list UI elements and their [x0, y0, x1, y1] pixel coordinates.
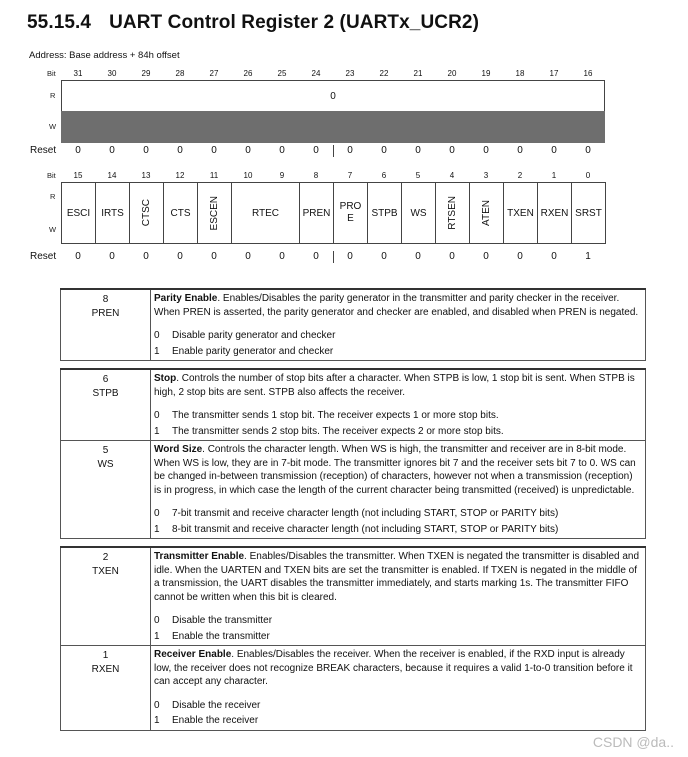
field-description: . Enables/Disables the receiver. When the receiver is enabled, if the RXD input is already low, the receiver does not recognize BREAK characters, because it requires a valid 1-to-0 transition before it can accept any character. [154, 649, 633, 687]
hi-bit-number: 21 [413, 69, 423, 78]
hi-reset-value: 0 [449, 145, 455, 156]
hi-write-row-reserved [61, 111, 605, 143]
description-cell [151, 547, 646, 646]
description-cell [151, 369, 646, 441]
field-label: SRST [575, 207, 602, 219]
lo-bit-number: 4 [449, 171, 455, 180]
reset-divider [333, 145, 334, 157]
table-gap [61, 361, 646, 370]
hi-read-row [61, 80, 605, 112]
field-pren [299, 182, 334, 244]
lo-reset-value: 0 [517, 251, 523, 262]
field-description: . Controls the number of stop bits after a character. When STPB is low, 1 stop bit is sent. When STPB is high, 2 stop bits are sent. STPB also affects the receiver. [154, 373, 635, 398]
lo-reset-value: 0 [483, 251, 489, 262]
field-cell [61, 646, 151, 731]
spacer [154, 689, 642, 697]
option-key: 0 [154, 699, 160, 711]
page-title [27, 12, 479, 34]
field-cell [61, 441, 151, 539]
field-label: CTSC [141, 199, 152, 227]
hi-reset-label: Reset [30, 145, 57, 156]
field-name: WS [97, 458, 114, 470]
hi-read-value: 0 [330, 90, 336, 102]
hi-bit-number: 23 [345, 69, 355, 78]
table-row [61, 289, 646, 361]
field-irts [95, 182, 130, 244]
lo-read-label: R [50, 192, 56, 201]
field-bit: 8 [102, 294, 109, 305]
option-row [154, 345, 642, 359]
hi-bit-number: 19 [481, 69, 491, 78]
lo-bit-number: 9 [279, 171, 285, 180]
field-bit: 2 [102, 552, 109, 563]
option-key: 1 [154, 715, 160, 726]
lo-bit-number: 1 [551, 171, 557, 180]
lo-bit-number: 5 [415, 171, 421, 180]
hi-bit-number: 22 [379, 69, 389, 78]
field-label: WS [410, 207, 427, 219]
field-ctsc [129, 182, 164, 244]
option-row [154, 614, 642, 628]
hi-reset-value: 0 [551, 145, 557, 156]
hi-bit-number: 17 [549, 69, 559, 78]
field-srst [571, 182, 606, 244]
hi-bit-number: 20 [447, 69, 457, 78]
option-value: Disable parity generator and checker [172, 330, 336, 341]
field-label: PRO E [339, 201, 362, 224]
lo-reset-value: 0 [109, 251, 115, 262]
field-cell [61, 547, 151, 646]
option-value: Disable the receiver [172, 699, 261, 711]
option-key: 1 [154, 523, 160, 535]
hi-bit-number: 26 [243, 69, 253, 78]
hi-reset-value: 0 [143, 145, 149, 156]
lo-reset-value: 0 [381, 251, 387, 262]
lo-reset-value: 0 [143, 251, 149, 262]
field-label: ESCEN [209, 195, 220, 231]
option-value: The transmitter sends 1 stop bit. The receiver expects 1 or more stop bits. [172, 410, 499, 421]
field-txen [503, 182, 538, 244]
field-cell [61, 369, 151, 441]
address-line: Address: Base address + 84h offset [29, 50, 180, 61]
lo-reset-value: 0 [313, 251, 319, 262]
field-rtsen [435, 182, 470, 244]
hi-read-label: R [50, 91, 56, 100]
table-row [61, 547, 646, 646]
gap-cell [61, 539, 646, 548]
field-name: TXEN [92, 565, 119, 577]
lo-bit-number: 7 [347, 171, 353, 180]
lo-reset-value: 1 [585, 251, 591, 262]
field-stpb [367, 182, 402, 244]
table-row [61, 369, 646, 441]
hi-bit-number: 28 [175, 69, 185, 78]
lo-reset-value: 0 [279, 251, 285, 262]
lo-write-label: W [49, 225, 57, 234]
table-row [61, 646, 646, 731]
spacer [154, 497, 642, 505]
option-value: Enable the receiver [172, 715, 259, 726]
lo-reset-value: 0 [551, 251, 557, 262]
hi-bit-number: 16 [583, 69, 593, 78]
option-row [154, 523, 642, 537]
field-name: PREN [91, 307, 120, 319]
table-gap [61, 539, 646, 548]
gap-cell [61, 361, 646, 370]
field-name: STPB [92, 387, 119, 399]
hi-reset-value: 0 [177, 145, 183, 156]
hi-reset-value: 0 [483, 145, 489, 156]
hi-reset-value: 0 [109, 145, 115, 156]
option-key: 0 [154, 508, 160, 519]
spacer [154, 399, 642, 407]
field-bit: 1 [102, 650, 109, 661]
hi-reset-value: 0 [347, 145, 353, 156]
field-name: RXEN [91, 663, 120, 675]
option-key: 0 [154, 615, 160, 626]
description-text [154, 372, 642, 399]
hi-reset-value: 0 [517, 145, 523, 156]
hi-bit-number: 27 [209, 69, 219, 78]
field-proe [333, 182, 368, 244]
description-cell [151, 289, 646, 361]
option-key: 0 [154, 330, 160, 341]
register-title: UART Control Register 2 (UARTx_UCR2) [109, 12, 480, 33]
field-label: TXEN [507, 207, 534, 219]
description-cell [151, 441, 646, 539]
lo-bit-label: Bit [47, 171, 56, 180]
field-label: IRTS [101, 207, 124, 219]
field-label: RXEN [540, 207, 569, 219]
lo-bit-number: 6 [381, 171, 387, 180]
field-rxen [537, 182, 572, 244]
table-row [61, 441, 646, 539]
lo-bit-number: 8 [313, 171, 319, 180]
field-label: PREN [302, 207, 331, 219]
option-row [154, 507, 642, 521]
lo-bit-number: 13 [141, 171, 151, 180]
field-heading: Parity Enable [154, 293, 218, 304]
lo-bit-number: 2 [517, 171, 523, 180]
lo-reset-value: 0 [245, 251, 251, 262]
option-row [154, 699, 642, 713]
option-value: 8-bit transmit and receive character length (not including START, STOP or PARITY bits) [172, 523, 559, 535]
field-description: . Controls the character length. When WS is high, the transmitter and receiver are in 8-bit mode. When WS is low, they are in 7-bit mode. The transmitter ignores bit 7 and the receiver sets bit 7 to 0. WS can be changed in-between transmission (reception) of characters, however not when a transmission (reception) is in progress, in which case the length of the current character being transmitted (received) is unpredictable. [154, 444, 636, 496]
field-esci [61, 182, 96, 244]
option-key: 0 [154, 410, 160, 421]
reset-divider [333, 251, 334, 263]
lo-reset-value: 0 [177, 251, 183, 262]
lo-bit-number: 11 [209, 171, 219, 180]
hi-bit-label: Bit [47, 69, 56, 78]
field-aten [469, 182, 504, 244]
section-number: 55.15.4 [27, 12, 92, 33]
hi-reset-value: 0 [245, 145, 251, 156]
option-row [154, 425, 642, 439]
field-description: . Enables/Disables the transmitter. When TXEN is negated the transmitter is disabled and idle. When the UARTEN and TXEN bits are set the transmitter is enabled. If TXEN is negated in the middle of a transmission, the UART disables the transmitter immediately, and starts marking 1s. The transmitter FIFO cannot be written when this bit is cleared. [154, 551, 640, 603]
option-row [154, 409, 642, 423]
field-cell [61, 289, 151, 361]
watermark: CSDN @da.. [592, 734, 674, 750]
lo-reset-value: 0 [347, 251, 353, 262]
hi-bit-number: 18 [515, 69, 525, 78]
lo-reset-value: 0 [75, 251, 81, 262]
field-label: ATEN [481, 200, 492, 226]
hi-write-label: W [49, 122, 57, 131]
description-text [154, 443, 642, 497]
field-label: CTS [170, 207, 191, 219]
field-bit: 6 [102, 374, 109, 385]
hi-bit-number: 31 [73, 69, 83, 78]
field-label: ESCI [66, 207, 91, 219]
field-cts [163, 182, 198, 244]
lo-reset-label: Reset [30, 251, 57, 262]
hi-reset-value: 0 [279, 145, 285, 156]
option-value: Disable the transmitter [172, 615, 273, 626]
option-key: 1 [154, 630, 160, 642]
lo-bit-number: 10 [243, 171, 253, 180]
description-text [154, 648, 642, 689]
option-value: 7-bit transmit and receive character length (not including START, STOP or PARITY bits) [172, 508, 559, 519]
hi-reset-value: 0 [585, 145, 591, 156]
option-row [154, 329, 642, 343]
lo-reset-value: 0 [415, 251, 421, 262]
spacer [154, 319, 642, 327]
field-label: RTSEN [447, 196, 458, 230]
field-description: . Enables/Disables the parity generator in the transmitter and parity checker in the receiver. When PREN is asserted, the parity generator and checker are enabled, and disabled when PREN is negated. [154, 293, 639, 318]
hi-bit-number: 30 [107, 69, 117, 78]
hi-reset-value: 0 [211, 145, 217, 156]
hi-reset-value: 0 [313, 145, 319, 156]
field-heading: Stop [154, 373, 177, 384]
description-text [154, 550, 642, 604]
description-cell [151, 646, 646, 731]
field-label: STPB [371, 207, 398, 219]
field-description-table [60, 288, 646, 731]
option-value: Enable the transmitter [172, 630, 270, 642]
lo-bit-number: 15 [73, 171, 83, 180]
option-row [154, 714, 642, 728]
field-escen [197, 182, 232, 244]
field-heading: Receiver Enable [154, 649, 232, 660]
option-key: 1 [154, 425, 160, 437]
field-rtec [231, 182, 300, 244]
option-value: Enable parity generator and checker [172, 345, 334, 357]
lo-bit-number: 0 [585, 171, 591, 180]
lo-bit-number: 14 [107, 171, 117, 180]
lo-reset-value: 0 [211, 251, 217, 262]
hi-bit-number: 24 [311, 69, 321, 78]
field-heading: Transmitter Enable [154, 551, 245, 562]
hi-bit-number: 25 [277, 69, 287, 78]
hi-reset-value: 0 [75, 145, 81, 156]
option-value: The transmitter sends 2 stop bits. The receiver expects 2 or more stop bits. [172, 425, 504, 437]
field-ws [401, 182, 436, 244]
hi-bit-number: 29 [141, 69, 151, 78]
spacer [154, 604, 642, 612]
lo-bit-number: 3 [483, 171, 489, 180]
description-text [154, 292, 642, 319]
hi-reset-value: 0 [415, 145, 421, 156]
lo-bit-number: 12 [175, 171, 185, 180]
field-heading: Word Size [154, 444, 203, 455]
hi-reset-value: 0 [381, 145, 387, 156]
field-bit: 5 [102, 445, 109, 456]
field-label: RTEC [251, 207, 280, 219]
option-key: 1 [154, 345, 160, 357]
lo-reset-value: 0 [449, 251, 455, 262]
option-row [154, 630, 642, 644]
